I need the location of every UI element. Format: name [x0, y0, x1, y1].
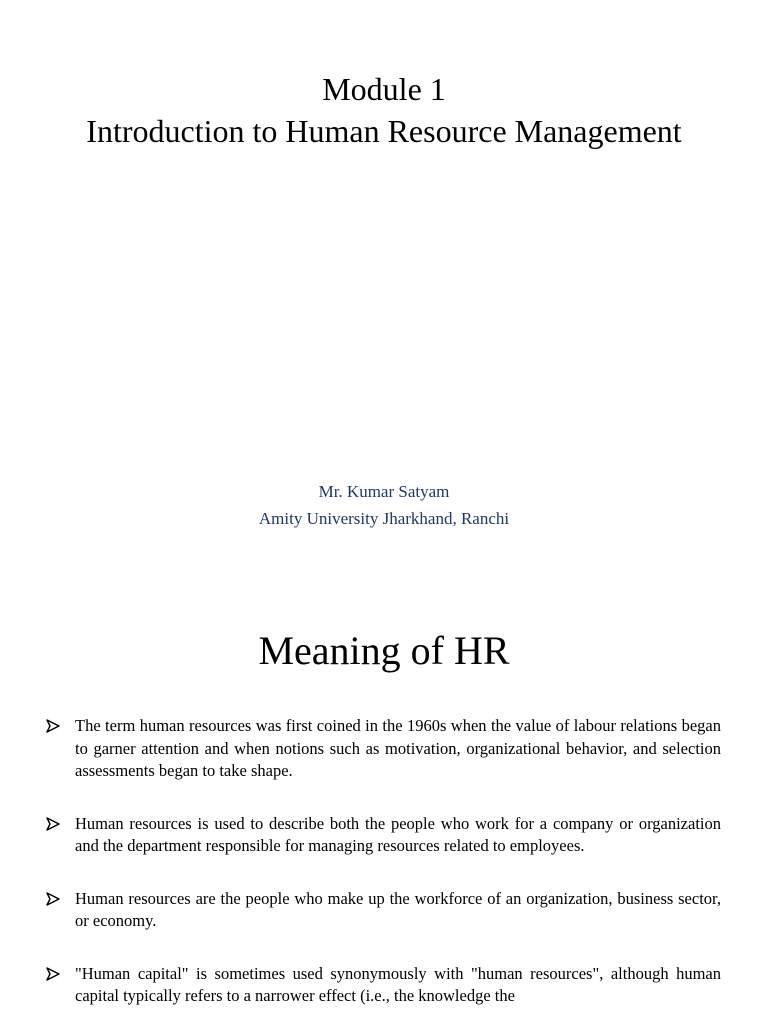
section-heading: Meaning of HR [258, 628, 510, 673]
arrow-bullet-icon [46, 892, 60, 906]
arrow-bullet-icon [46, 967, 60, 981]
bullet-text: Human resources is used to describe both the people who work for a company or organization and the department responsible for managing resources related to employees. [75, 813, 721, 855]
bullet-text: "Human capital" is sometimes used synonymously with "human resources", although human capital typically refers to a narrower effect (i.e., the knowledge the [75, 963, 721, 1005]
arrow-bullet-icon [46, 817, 60, 831]
institution-name: Amity University Jharkhand, Ranchi [258, 509, 510, 528]
author-name: Mr. Kumar Satyam [318, 482, 450, 501]
list-item [0, 715, 768, 783]
bullet-text: Human resources are the people who make up the workforce of an organization, business sector, or economy. [75, 888, 721, 930]
title-block [0, 68, 768, 152]
list-item [0, 888, 768, 933]
author-block [0, 478, 768, 532]
list-item [0, 813, 768, 858]
bullet-text: The term human resources was first coined in the 1960s when the value of labour relations began to garner attention and when notions such as motivation, organizational behavior, and selection assessments began to take shape. [75, 716, 721, 780]
presentation-title: Introduction to Human Resource Management [86, 113, 682, 149]
bullet-list [0, 715, 768, 1024]
meaning-slide [0, 585, 768, 1024]
list-item [0, 963, 768, 1008]
arrow-bullet-icon [46, 719, 60, 733]
module-label: Module 1 [322, 71, 446, 107]
